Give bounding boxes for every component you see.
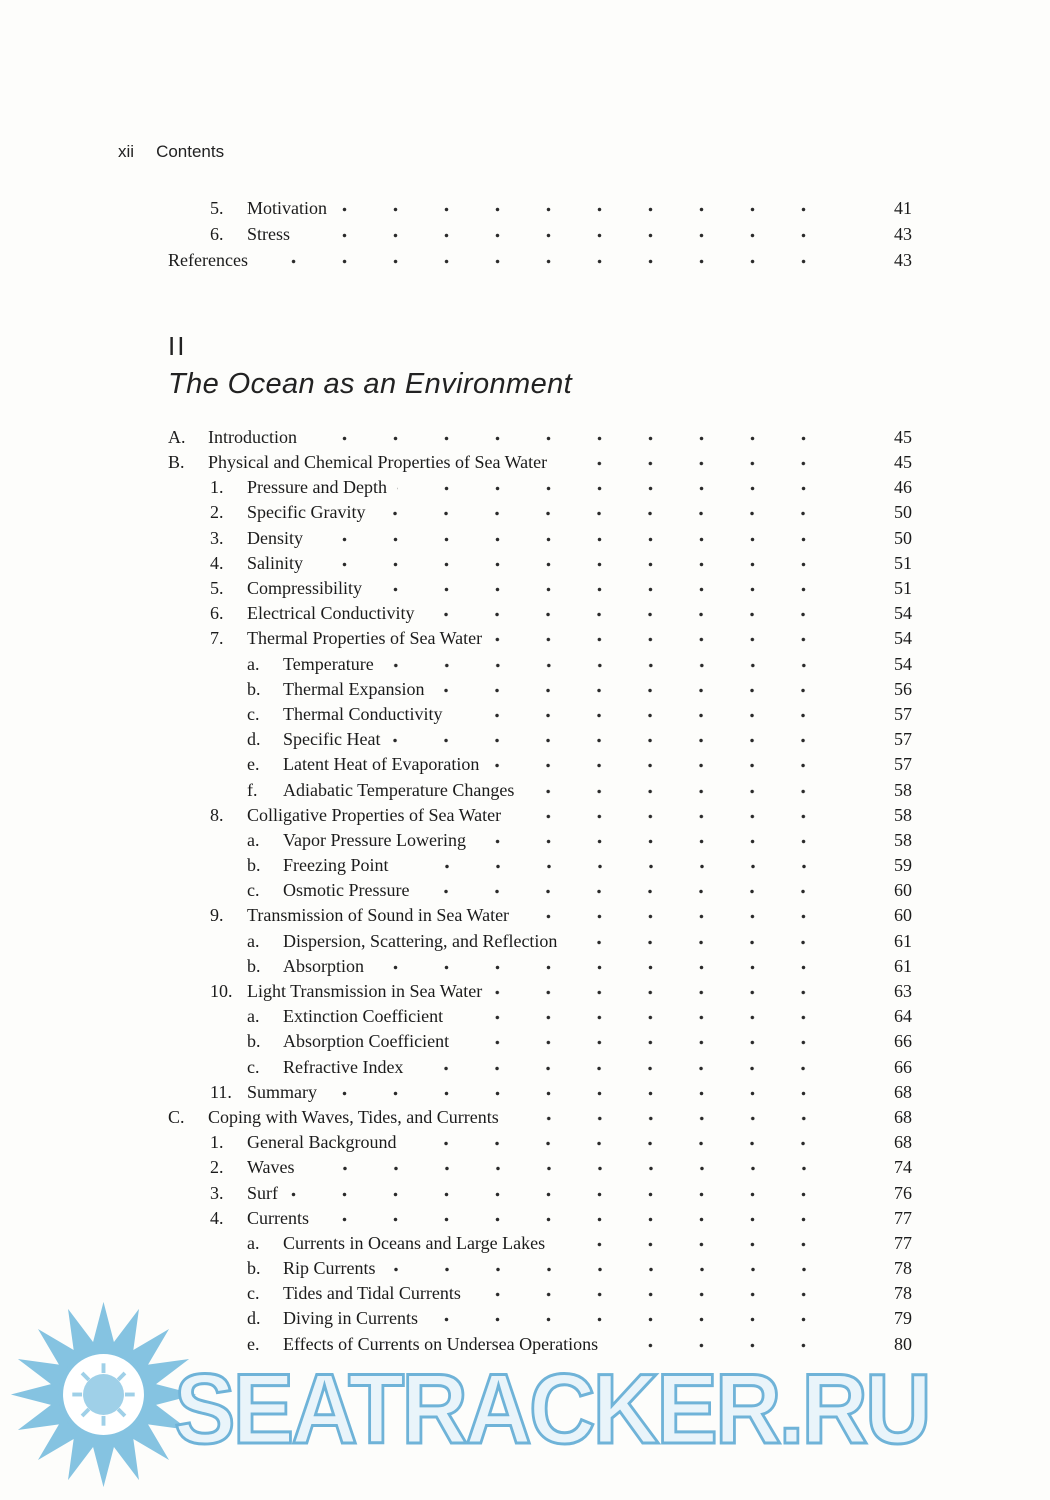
dot-leader (434, 681, 852, 695)
toc-entry (168, 427, 912, 452)
toc-entry (168, 1107, 912, 1132)
toc-entry-page: 66 (894, 1031, 912, 1052)
toc-entry-title: Compressibility (247, 578, 363, 599)
dot-leader (424, 605, 852, 619)
dot-leader (374, 958, 852, 972)
toc-entry-label: a. (247, 930, 260, 951)
toc-entry-page: 58 (894, 804, 912, 825)
toc-entry-title: Motivation (247, 198, 327, 218)
toc-entry-title: Absorption (283, 955, 364, 976)
table-of-contents (168, 198, 912, 1359)
toc-entry (168, 1132, 912, 1157)
toc-entry-page: 45 (894, 426, 912, 447)
toc-entry-page: 57 (894, 754, 912, 775)
toc-entry (168, 1031, 912, 1056)
toc-entry (168, 956, 912, 981)
toc-entry (168, 704, 912, 729)
toc-entry-title: Density (247, 527, 303, 548)
toc-entry-label: c. (247, 703, 260, 724)
dot-leader (492, 983, 852, 997)
toc-entry-title: Rip Currents (283, 1258, 376, 1279)
dot-leader (390, 731, 852, 745)
toc-entry-label: e. (247, 1333, 260, 1354)
dot-leader (519, 907, 852, 921)
toc-entry-label: b. (247, 855, 261, 876)
toc-entry (168, 830, 912, 855)
toc-entry-title: Summary (247, 1081, 317, 1102)
toc-entry-title: Tides and Tidal Currents (283, 1283, 461, 1304)
toc-entry-page: 43 (894, 224, 912, 244)
toc-entry-title: Waves (247, 1157, 295, 1178)
toc-entry (168, 880, 912, 905)
toc-entry-label: 2. (210, 1157, 224, 1178)
toc-entry-label: 3. (210, 527, 224, 548)
toc-entry (168, 1006, 912, 1031)
toc-entry-title: Currents in Oceans and Large Lakes (283, 1232, 546, 1253)
toc-entry-title: Surf (247, 1182, 278, 1203)
toc-entry (168, 729, 912, 754)
dot-leader (375, 504, 852, 518)
toc-entry (168, 628, 912, 653)
toc-entry (168, 528, 912, 553)
toc-entry (168, 855, 912, 880)
toc-entry-label: e. (247, 754, 260, 775)
dot-leader (406, 1134, 852, 1148)
dot-leader (492, 630, 852, 644)
toc-entry-title: Refractive Index (283, 1056, 404, 1077)
toc-entry-label: b. (247, 955, 261, 976)
toc-entry-page: 50 (894, 527, 912, 548)
toc-entry-page: 78 (894, 1283, 912, 1304)
toc-entry-page: 51 (894, 552, 912, 573)
dot-leader (300, 226, 852, 240)
toc-entry (168, 1082, 912, 1107)
toc-entry-page: 68 (894, 1132, 912, 1153)
toc-entry-page: 57 (894, 729, 912, 750)
toc-entry (168, 603, 912, 628)
toc-entry-page: 50 (894, 502, 912, 523)
dot-leader (319, 1210, 852, 1224)
watermark-text: SEATRACKER.RU (174, 1353, 929, 1464)
toc-entry-label: a. (247, 1232, 260, 1253)
running-head-title: Contents (156, 142, 225, 161)
toc-main-section (168, 427, 912, 1359)
toc-entry (168, 1233, 912, 1258)
toc-entry-label: 9. (210, 905, 224, 926)
toc-entry-page: 63 (894, 981, 912, 1002)
toc-entry (168, 477, 912, 502)
toc-entry (168, 654, 912, 679)
toc-entry-title: Salinity (247, 552, 304, 573)
chapter-title: The Ocean as an Environment (168, 367, 573, 400)
toc-entry-label: c. (247, 1283, 260, 1304)
toc-entry-label: 7. (210, 628, 224, 649)
toc-entry-label: c. (247, 1056, 260, 1077)
toc-entry-title: Electrical Conductivity (247, 603, 415, 624)
toc-entry-page: 45 (894, 452, 912, 473)
chapter-number: II (168, 331, 187, 361)
toc-entry-page: 77 (894, 1207, 912, 1228)
dot-leader (384, 656, 852, 670)
toc-entry-label: b. (247, 678, 261, 699)
toc-entry (168, 981, 912, 1006)
toc-entry-title: Effects of Currents on Undersea Operations (283, 1333, 599, 1354)
toc-entry-title: Colligative Properties of Sea Water (247, 804, 502, 825)
chapter-heading (168, 332, 912, 401)
toc-front-section (168, 198, 912, 276)
toc-entry-label: 4. (210, 552, 224, 573)
toc-entry-label: d. (247, 1308, 261, 1329)
toc-entry (168, 780, 912, 805)
toc-entry (168, 905, 912, 930)
toc-entry-page: 68 (894, 1106, 912, 1127)
toc-entry-page: 78 (894, 1258, 912, 1279)
toc-entry-label: 1. (210, 1132, 224, 1153)
dot-leader (288, 1185, 852, 1199)
toc-entry-title: General Background (247, 1132, 397, 1153)
dot-leader (509, 1109, 852, 1123)
toc-entry-page: 59 (894, 855, 912, 876)
toc-entry-page: 56 (894, 678, 912, 699)
toc-entry-page: 57 (894, 703, 912, 724)
dot-leader (327, 1084, 852, 1098)
toc-entry-label: a. (247, 1006, 260, 1027)
dot-leader (399, 857, 853, 871)
toc-entry-label: 5. (210, 198, 224, 218)
toc-entry-title: Freezing Point (283, 855, 389, 876)
toc-entry-label: a. (247, 653, 260, 674)
toc-entry-page: 68 (894, 1081, 912, 1102)
dot-leader (413, 1059, 852, 1073)
toc-entry-label: A. (168, 426, 186, 447)
toc-entry-title: Light Transmission in Sea Water (247, 981, 483, 1002)
toc-entry (168, 502, 912, 527)
toc-entry (168, 679, 912, 704)
toc-entry-page: 58 (894, 829, 912, 850)
toc-entry-title: Diving in Currents (283, 1308, 418, 1329)
toc-entry-title: Thermal Conductivity (283, 703, 443, 724)
dot-leader (557, 454, 852, 468)
dot-leader (567, 933, 852, 947)
toc-entry-title: Latent Heat of Evaporation (283, 754, 480, 775)
dot-leader (397, 479, 852, 493)
toc-entry-label: 2. (210, 502, 224, 523)
toc-entry-page: 46 (894, 477, 912, 498)
watermark (0, 1285, 1050, 1480)
toc-entry-label: f. (247, 779, 258, 800)
toc-entry-page: 51 (894, 578, 912, 599)
toc-entry-page: 76 (894, 1182, 912, 1203)
toc-entry (168, 452, 912, 477)
toc-entry (168, 1057, 912, 1082)
toc-entry-label: b. (247, 1031, 261, 1052)
toc-entry-label: 11. (210, 1081, 232, 1102)
toc-entry-title: Coping with Waves, Tides, and Currents (208, 1106, 499, 1127)
toc-entry-page: 74 (894, 1157, 912, 1178)
toc-entry-title: Adiabatic Temperature Changes (283, 779, 515, 800)
toc-entry-page: 79 (894, 1308, 912, 1329)
toc-entry-label: d. (247, 729, 261, 750)
toc-entry-label: 6. (210, 603, 224, 624)
toc-entry-title: Introduction (208, 426, 297, 447)
toc-entry-page: 66 (894, 1056, 912, 1077)
running-head (118, 142, 224, 162)
dot-leader (386, 1260, 853, 1274)
toc-entry-title: Pressure and Depth (247, 477, 387, 498)
toc-entry-label: 8. (210, 804, 224, 825)
toc-entry (168, 1157, 912, 1182)
toc-entry-page: 60 (894, 880, 912, 901)
toc-entry-label: 10. (210, 981, 233, 1002)
page-folio: xii (118, 142, 135, 161)
toc-entry-label: 3. (210, 1182, 224, 1203)
toc-entry-page: 61 (894, 955, 912, 976)
toc-entry-title: Currents (247, 1207, 309, 1228)
toc-entry-title: Vapor Pressure Lowering (283, 829, 466, 850)
toc-entry-label: C. (168, 1106, 185, 1127)
toc-entry-page: 80 (894, 1333, 912, 1354)
dot-leader (372, 580, 852, 594)
dot-leader (313, 555, 852, 569)
toc-entry (168, 754, 912, 779)
toc-entry-title: Physical and Chemical Properties of Sea Water (208, 452, 548, 473)
dot-leader (313, 530, 852, 544)
toc-entry-title: Dispersion, Scattering, and Reflection (283, 930, 558, 951)
toc-entry (168, 805, 912, 830)
toc-entry-title: Osmotic Pressure (283, 880, 410, 901)
toc-entry-title: References (168, 250, 248, 270)
dot-leader (307, 429, 852, 443)
toc-entry (168, 1258, 912, 1283)
sunburst-logo-icon (6, 1297, 201, 1492)
toc-entry (168, 1208, 912, 1233)
toc-entry-page: 54 (894, 653, 912, 674)
toc-entry-label: 4. (210, 1207, 224, 1228)
toc-entry (168, 578, 912, 603)
toc-entry-title: Thermal Properties of Sea Water (247, 628, 483, 649)
toc-entry-title: Transmission of Sound in Sea Water (247, 905, 510, 926)
toc-entry-page: 61 (894, 930, 912, 951)
toc-entry-label: a. (247, 829, 260, 850)
toc-entry-page: 43 (894, 250, 912, 270)
toc-entry-title: Thermal Expansion (283, 678, 425, 699)
dot-leader (419, 882, 852, 896)
dot-leader (452, 706, 852, 720)
toc-entry-label: b. (247, 1258, 261, 1279)
toc-entry-label: c. (247, 880, 260, 901)
toc-entry (168, 553, 912, 578)
dot-leader (555, 1235, 852, 1249)
toc-entry-title: Stress (247, 224, 291, 244)
dot-leader (511, 807, 852, 821)
dot-leader (258, 252, 852, 266)
toc-entry-page: 54 (894, 603, 912, 624)
dot-leader (476, 832, 852, 846)
toc-entry-page: 54 (894, 628, 912, 649)
toc-entry-title: Temperature (283, 653, 374, 674)
dot-leader (459, 1033, 852, 1047)
toc-entry-page: 64 (894, 1006, 912, 1027)
toc-entry (168, 931, 912, 956)
toc-entry-page: 58 (894, 779, 912, 800)
dot-leader (489, 756, 852, 770)
toc-entry-title: Absorption Coefficient (283, 1031, 450, 1052)
toc-entry-page: 41 (894, 198, 912, 218)
toc-entry-label: 6. (210, 224, 224, 244)
toc-entry (168, 224, 912, 250)
toc-entry-label: 5. (210, 578, 224, 599)
dot-leader (453, 1008, 852, 1022)
toc-entry-label: B. (168, 452, 185, 473)
toc-entry-title: Extinction Coefficient (283, 1006, 444, 1027)
toc-entry-label: 1. (210, 477, 224, 498)
dot-leader (305, 1159, 852, 1173)
toc-entry (168, 198, 912, 224)
dot-leader (337, 200, 852, 214)
toc-entry-title: Specific Gravity (247, 502, 366, 523)
toc-entry-page: 60 (894, 905, 912, 926)
toc-entry (168, 1183, 912, 1208)
toc-entry (168, 250, 912, 276)
toc-entry-title: Specific Heat (283, 729, 381, 750)
toc-entry-page: 77 (894, 1232, 912, 1253)
dot-leader (524, 782, 852, 796)
